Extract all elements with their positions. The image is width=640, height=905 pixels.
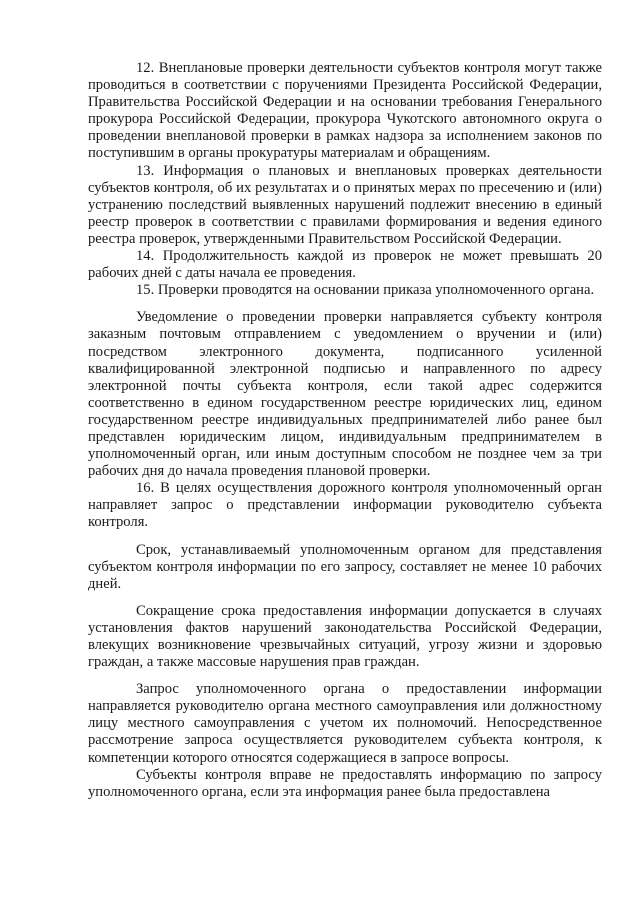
paragraph-refusal: Субъекты контроля вправе не предоставлять информацию по запросу уполномоченного органа, если эта информация ранее была предоставлена xyxy=(88,766,602,800)
paragraph-request: Запрос уполномоченного органа о предоставлении информации направляется руководителю органа местного самоуправления или должностному лицу местного самоуправления с учетом их полномочий. Непосредственное рассмотрение запроса осуществляется руководителем субъекта контроля, к компетенции которого относятся содержащиеся в запросе вопросы. xyxy=(88,681,602,766)
paragraph-16: 16. В целях осуществления дорожного контроля уполномоченный орган направляет запрос о представлении информации руководителю субъекта контроля. xyxy=(88,480,602,531)
paragraph-deadline: Срок, устанавливаемый уполномоченным органом для представления субъектом контроля информации по его запросу, составляет не менее 10 рабочих дней. xyxy=(88,541,602,592)
paragraph-14: 14. Продолжительность каждой из проверок не может превышать 20 рабочих дней с даты начала ее проведения. xyxy=(88,248,602,282)
paragraph-reduction: Сокращение срока предоставления информации допускается в случаях установления фактов нарушений законодательства Российской Федерации, влекущих возникновение чрезвычайных ситуаций, угрозу жизни и здоровью граждан, а также массовые нарушения прав граждан. xyxy=(88,602,602,671)
paragraph-13: 13. Информация о плановых и внеплановых проверках деятельности субъектов контроля, об их результатах и о принятых мерах по пресечению и (или) устранению последствий выявленных нарушений подлежит внесению в единый реестр проверок в соответствии с правилами формирования и ведения единого реестра проверок, утвержденными Правительством Российской Федерации. xyxy=(88,162,602,247)
paragraph-12: 12. Внеплановые проверки деятельности субъектов контроля могут также проводиться в соответствии с поручениями Президента Российской Федерации, Правительства Российской Федерации и на основании требования Генерального прокурора Российской Федерации, прокурора Чукотского автономного округа о проведении внеплановой проверки в рамках надзора за исполнением законов по поступившим в органы прокуратуры материалам и обращениям. xyxy=(88,60,602,162)
paragraph-15: 15. Проверки проводятся на основании приказа уполномоченного органа. xyxy=(136,282,595,299)
paragraph-notification: Уведомление о проведении проверки направляется субъекту контроля заказным почтовым отправлением с уведомлением о вручении и (или) посредством электронного документа, подписанного усиленной квалифицированной электронной подписью и направленного по адресу электронной почты субъекта контроля, если такой адрес содержится соответственно в едином государственном реестре юридических лиц, едином государственном реестре индивидуальных предпринимателей либо ранее был представлен юридическим лицом, индивидуальным предпринимателем в уполномоченный орган, или иным доступным способом не позднее чем за три рабочих дня до начала проведения плановой проверки. xyxy=(88,309,602,480)
document-page xyxy=(88,60,602,801)
